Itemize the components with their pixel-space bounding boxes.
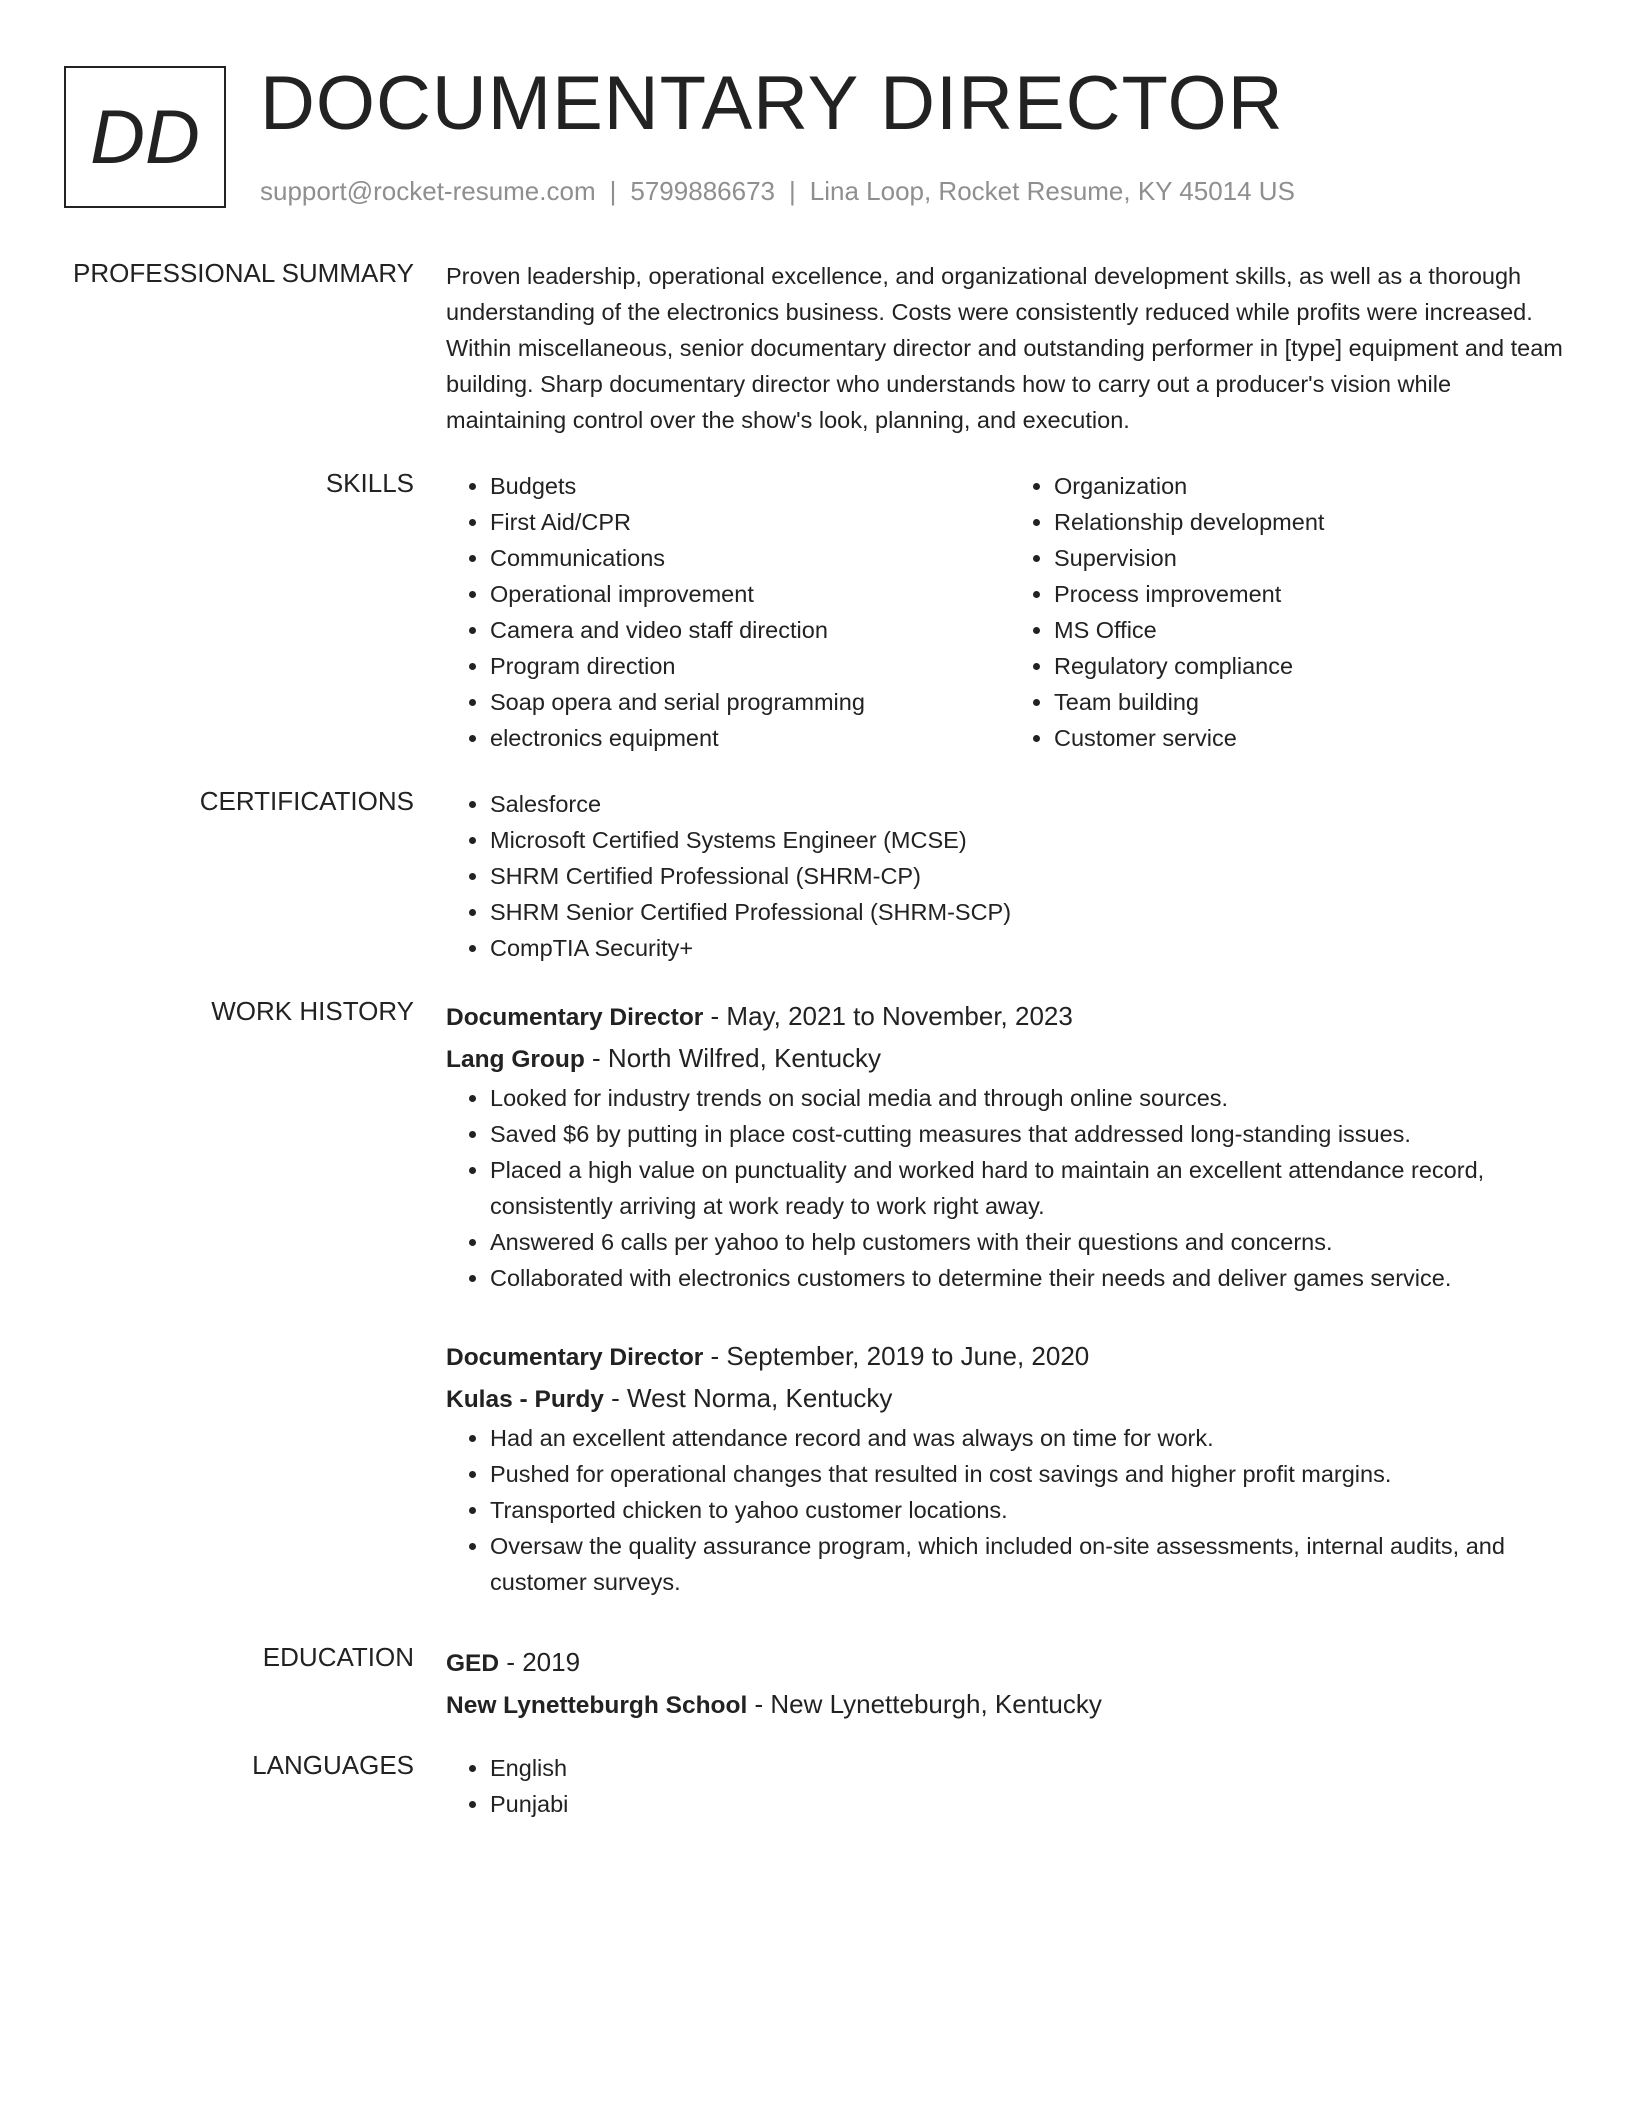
languages-list (446, 1750, 1574, 1822)
skill-item: • Customer service (1054, 720, 1574, 756)
job-bullets (446, 1080, 1574, 1296)
contact-separator: | (609, 176, 617, 206)
education-entry (446, 1642, 1574, 1726)
certification-item: • CompTIA Security+ (490, 930, 1574, 966)
contact-separator: | (789, 176, 796, 206)
skills-columns (446, 468, 1574, 756)
skill-item: • Regulatory compliance (1054, 648, 1574, 684)
skill-item: • Camera and video staff direction (490, 612, 1010, 648)
job-role: Documentary Director (446, 1004, 704, 1031)
job-dates: - September, 2019 to June, 2020 (703, 1341, 1090, 1371)
section-title-skills: SKILLS (325, 468, 414, 498)
skill-item: • Supervision (1054, 540, 1574, 576)
education-degree-line (446, 1642, 1574, 1684)
job-company-line (446, 1038, 1574, 1080)
certifications-list (446, 786, 1574, 966)
job-bullet: • Looked for industry trends on social media and through online sources. (490, 1080, 1574, 1116)
job-company: Kulas - Purdy (446, 1386, 604, 1413)
job-bullet: • Answered 6 calls per yahoo to help customers with their questions and concerns. (490, 1224, 1574, 1260)
section-title-work-history: WORK HISTORY (211, 996, 414, 1026)
section-title-summary: PROFESSIONAL SUMMARY (73, 258, 414, 288)
candidate-title: DOCUMENTARY DIRECTOR (260, 61, 1284, 146)
section-title-education: EDUCATION (262, 1642, 414, 1672)
skill-item: • Organization (1054, 468, 1574, 504)
job-bullet: • Pushed for operational changes that resulted in cost savings and higher profit margins. (490, 1456, 1574, 1492)
education-location: - New Lynetteburgh, Kentucky (747, 1689, 1102, 1719)
job-title-line (446, 996, 1574, 1038)
certification-item: • Salesforce (490, 786, 1574, 822)
certification-item: • SHRM Senior Certified Professional (SHRM-SCP) (490, 894, 1574, 930)
contact-line (260, 176, 1295, 207)
section-title-certifications: CERTIFICATIONS (199, 786, 414, 816)
certification-item: • Microsoft Certified Systems Engineer (MCSE) (490, 822, 1574, 858)
section-title-languages: LANGUAGES (252, 1750, 414, 1780)
job-company: Lang Group (446, 1046, 585, 1073)
skill-item: • Team building (1054, 684, 1574, 720)
job-bullet: • Collaborated with electronics customers to determine their needs and deliver games service. (490, 1260, 1574, 1296)
job-entry (446, 996, 1574, 1296)
contact-phone: 5799886673 (630, 176, 775, 206)
resume-header (64, 61, 1564, 212)
education-school-line (446, 1684, 1574, 1726)
skill-item: • Soap opera and serial programming (490, 684, 1010, 720)
languages-body (446, 1750, 1574, 1822)
job-location: - North Wilfred, Kentucky (584, 1043, 882, 1073)
skill-item: • Process improvement (1054, 576, 1574, 612)
job-dates: - May, 2021 to November, 2023 (703, 1001, 1073, 1031)
education-school: New Lynetteburgh School (446, 1692, 748, 1719)
job-bullets (446, 1420, 1574, 1600)
summary-text: Proven leadership, operational excellence, and organizational development skills, as well as a thorough understanding of the electronics business. Costs were consistently reduced while profits were increased. Within miscellaneous, senior documentary director and outstanding performer in [type] equipment and team building. Sharp documentary director who understands how to carry out a producer's vision while maintaining control over the show's look, planning, and execution. (446, 263, 1563, 433)
education-degree: GED (446, 1650, 500, 1677)
education-year: - 2019 (499, 1647, 581, 1677)
contact-email: support@rocket-resume.com (260, 176, 596, 206)
job-entry (446, 1336, 1574, 1600)
certification-item: • SHRM Certified Professional (SHRM-CP) (490, 858, 1574, 894)
skills-list-right (1010, 468, 1574, 756)
language-item: • English (490, 1750, 1574, 1786)
skill-item: • First Aid/CPR (490, 504, 1010, 540)
skills-list-left (446, 468, 1010, 756)
skill-item: • Program direction (490, 648, 1010, 684)
job-company-line (446, 1378, 1574, 1420)
skill-item: • Budgets (490, 468, 1010, 504)
skill-item: • Communications (490, 540, 1010, 576)
job-bullet: • Transported chicken to yahoo customer locations. (490, 1492, 1574, 1528)
skill-item: • MS Office (1054, 612, 1574, 648)
contact-address: Lina Loop, Rocket Resume, KY 45014 US (809, 176, 1295, 206)
monogram-logo: DD (64, 66, 226, 208)
job-title-line (446, 1336, 1574, 1378)
job-role: Documentary Director (446, 1344, 704, 1371)
language-item: • Punjabi (490, 1786, 1574, 1822)
skill-item: • Relationship development (1054, 504, 1574, 540)
job-bullet: • Oversaw the quality assurance program, which included on-site assessments, internal audits, and customer surveys. (490, 1528, 1574, 1600)
skill-item: • electronics equipment (490, 720, 1010, 756)
job-location: - West Norma, Kentucky (603, 1383, 893, 1413)
skill-item: • Operational improvement (490, 576, 1010, 612)
job-bullet: • Saved $6 by putting in place cost-cutting measures that addressed long-standing issues. (490, 1116, 1574, 1152)
certifications-body (446, 786, 1574, 966)
job-bullet: • Placed a high value on punctuality and worked hard to maintain an excellent attendance record, consistently arriving at work ready to work right away. (490, 1152, 1574, 1224)
job-bullet: • Had an excellent attendance record and was always on time for work. (490, 1420, 1574, 1456)
